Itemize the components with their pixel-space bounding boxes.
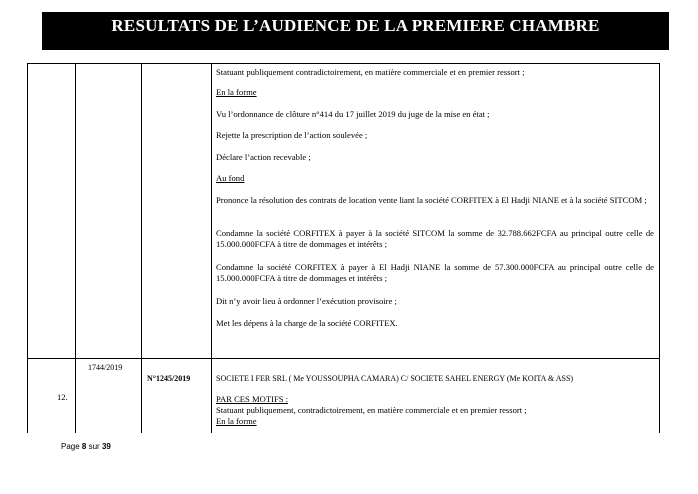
page-footer [61,442,111,451]
decision-1-condamne-sitcom: Condamne la société CORFITEX à payer à la société SITCOM la somme de 32.788.662FCFA au principal outre celle de 15.000.000FCFA à titre de dommages et intérêts ; [216,228,654,249]
decision-1-ordonnance: Vu l’ordonnance de clôture n°414 du 17 juillet 2019 du juge de la mise en état ; [216,109,490,119]
table-border-left [27,63,28,433]
table-col-divider-3 [211,63,212,433]
decision-1-depens: Met les dépens à la charge de la société CORFITEX. [216,318,398,328]
decision-1-resolution: Prononce la résolution des contrats de location vente liant la société CORFITEX à El Hadji NIANE et à la société SITCOM ; [216,195,647,205]
table-col-divider-2 [141,63,142,433]
table-border-right [659,63,660,433]
decision-1-recevable: Déclare l’action recevable ; [216,152,311,162]
case-12-role-number: 1744/2019 [88,363,123,372]
decision-1-execution: Dit n’y avoir lieu à ordonner l’exécution provisoire ; [216,296,397,306]
case-12-number: 12. [57,392,68,402]
table-col-divider-1 [75,63,76,433]
case-12-statuant: Statuant publiquement, contradictoirement, en matière commerciale et en premier ressort ; [216,405,527,415]
decision-1-prescription: Rejette la prescription de l’action soulevée ; [216,130,368,140]
footer-page-sep: sur [88,442,100,451]
decision-1-condamne-niane: Condamne la société CORFITEX à payer à El Hadji NIANE la somme de 57.300.000FCFA au principal outre celle de 15.000.000FCFA à titre de dommages et intérêts ; [216,262,654,283]
decision-1-forme-heading: En la forme [216,87,257,97]
case-12-forme-heading: En la forme [216,416,257,426]
page-title-banner [42,12,669,50]
footer-page-current: 8 [81,442,87,451]
footer-page-total: 39 [101,442,111,451]
decision-1-statuant: Statuant publiquement contradictoirement, en matière commerciale et en premier ressort ; [216,67,525,77]
footer-page-label: Page [61,442,80,451]
case-12-decision-number: N°1245/2019 [147,374,191,383]
page-title: RESULTATS DE L’AUDIENCE DE LA PREMIERE CHAMBRE [111,16,600,35]
case-12-motifs-heading: PAR CES MOTIFS : [216,394,289,404]
table-row-divider [27,358,660,359]
table-border-top [27,63,660,64]
case-12-parties: SOCIETE I FER SRL ( Me YOUSSOUPHA CAMARA) C/ SOCIETE SAHEL ENERGY (Me KOITA & ASS) [216,374,574,383]
decision-1-fond-heading: Au fond [216,173,245,183]
